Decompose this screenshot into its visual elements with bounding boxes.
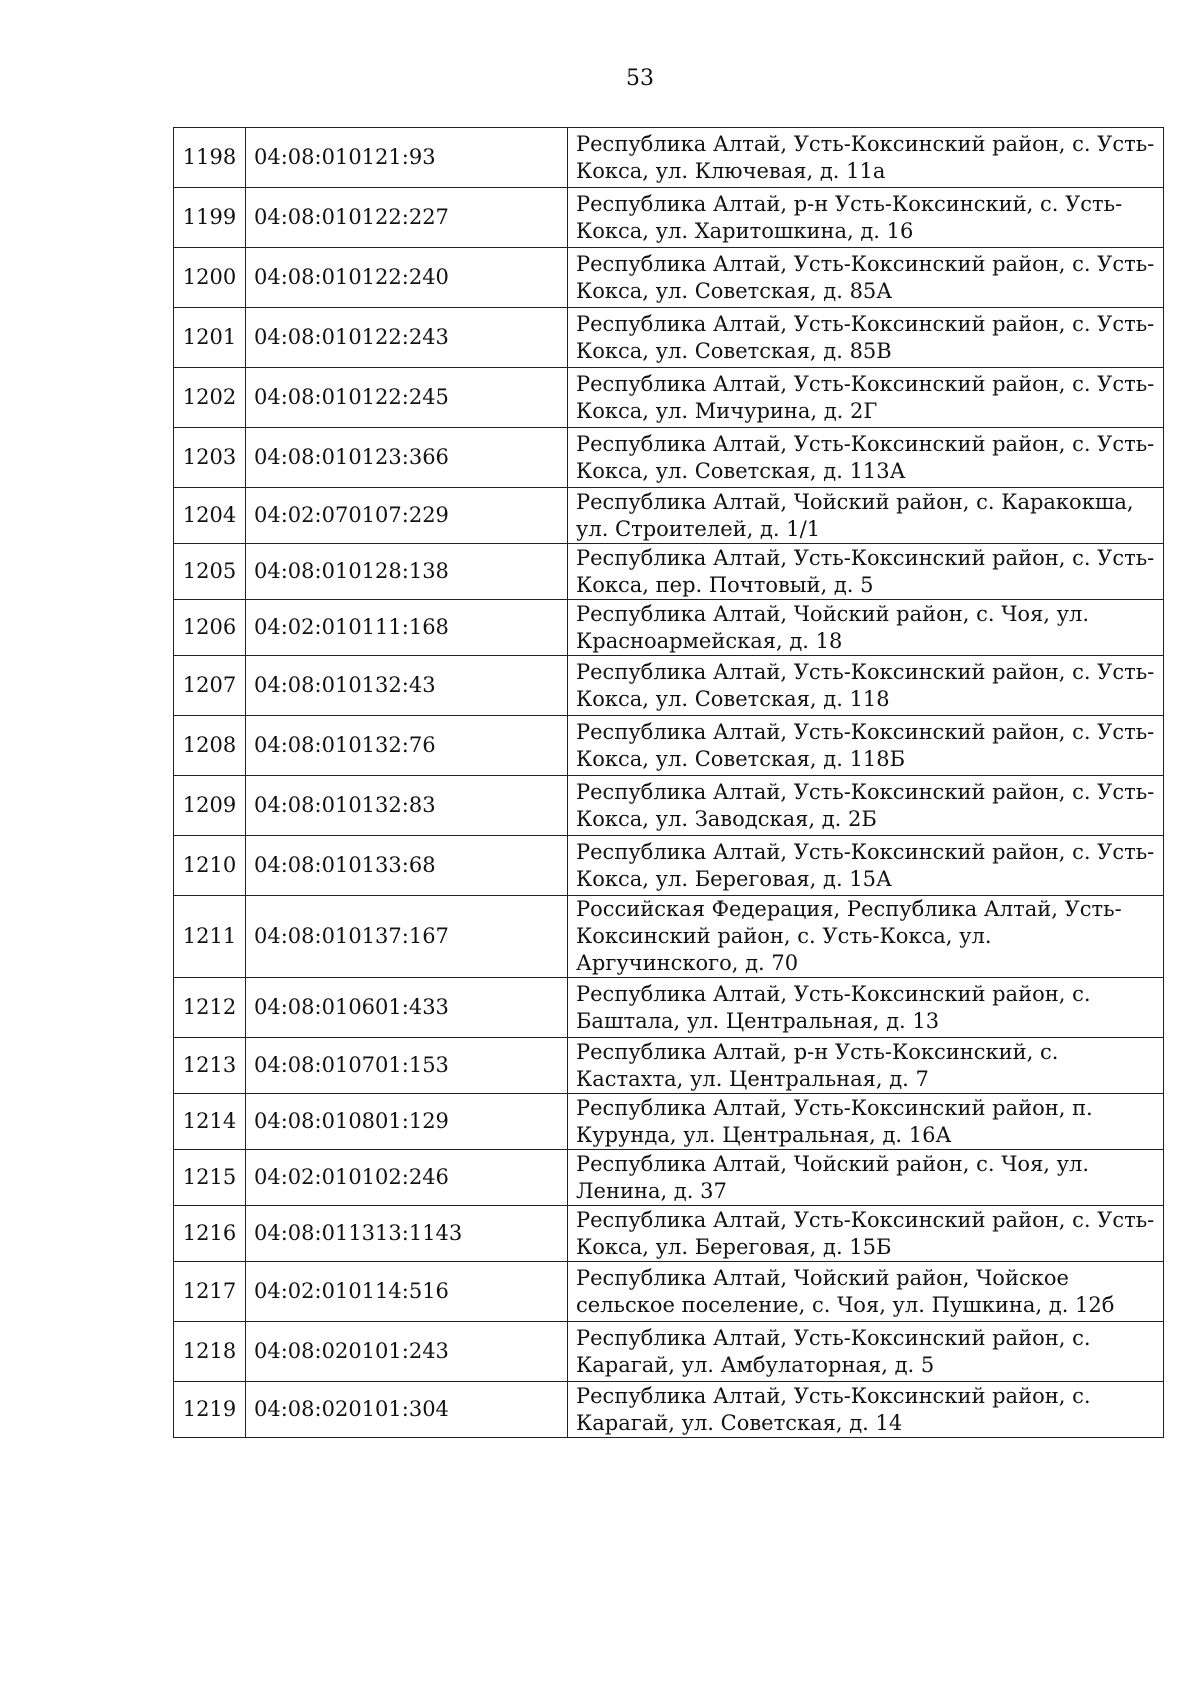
row-number-cell: 1216: [174, 1206, 246, 1262]
table-row: [174, 248, 1164, 308]
row-number-cell: 1211: [174, 896, 246, 978]
cadastral-number-cell: 04:08:010121:93: [246, 128, 568, 188]
cadastral-number-cell: 04:08:010122:240: [246, 248, 568, 308]
table-row: [174, 368, 1164, 428]
cadastral-number-cell: 04:08:010128:138: [246, 544, 568, 600]
address-cell: Республика Алтай, Усть-Коксинский район, с. Усть-Кокса, пер. Почтовый, д. 5: [568, 544, 1164, 600]
row-number-cell: 1219: [174, 1382, 246, 1438]
row-number-cell: 1209: [174, 776, 246, 836]
table-row: [174, 544, 1164, 600]
cadastral-number-cell: 04:08:010122:227: [246, 188, 568, 248]
table-row: [174, 978, 1164, 1038]
address-cell: Республика Алтай, Усть-Коксинский район, с. Карагай, ул. Советская, д. 14: [568, 1382, 1164, 1438]
table-row: [174, 716, 1164, 776]
cadastral-number-cell: 04:08:010132:43: [246, 656, 568, 716]
page-number: 53: [626, 66, 654, 91]
row-number-cell: 1208: [174, 716, 246, 776]
row-number-cell: 1215: [174, 1150, 246, 1206]
table-row: [174, 1382, 1164, 1438]
row-number-cell: 1201: [174, 308, 246, 368]
cadastral-number-cell: 04:08:020101:243: [246, 1322, 568, 1382]
address-cell: Республика Алтай, Усть-Коксинский район, п. Курунда, ул. Центральная, д. 16А: [568, 1094, 1164, 1150]
cadastral-number-cell: 04:08:010601:433: [246, 978, 568, 1038]
property-table: [173, 127, 1164, 1438]
row-number-cell: 1210: [174, 836, 246, 896]
table-row: [174, 1094, 1164, 1150]
cadastral-number-cell: 04:08:010137:167: [246, 896, 568, 978]
table-row: [174, 1150, 1164, 1206]
address-cell: Республика Алтай, Усть-Коксинский район, с. Усть-Кокса, ул. Береговая, д. 15Б: [568, 1206, 1164, 1262]
cadastral-number-cell: 04:02:010114:516: [246, 1262, 568, 1322]
row-number-cell: 1204: [174, 488, 246, 544]
table-row: [174, 836, 1164, 896]
address-cell: Республика Алтай, Усть-Коксинский район, с. Усть-Кокса, ул. Заводская, д. 2Б: [568, 776, 1164, 836]
table-row: [174, 656, 1164, 716]
cadastral-number-cell: 04:02:010102:246: [246, 1150, 568, 1206]
row-number-cell: 1217: [174, 1262, 246, 1322]
address-cell: Республика Алтай, Усть-Коксинский район, с. Усть-Кокса, ул. Советская, д. 113А: [568, 428, 1164, 488]
cadastral-number-cell: 04:08:010801:129: [246, 1094, 568, 1150]
row-number-cell: 1214: [174, 1094, 246, 1150]
row-number-cell: 1207: [174, 656, 246, 716]
table-row: [174, 128, 1164, 188]
table-row: [174, 600, 1164, 656]
row-number-cell: 1218: [174, 1322, 246, 1382]
address-cell: Республика Алтай, Усть-Коксинский район, с. Усть-Кокса, ул. Советская, д. 85В: [568, 308, 1164, 368]
cadastral-number-cell: 04:02:010111:168: [246, 600, 568, 656]
address-cell: Республика Алтай, Усть-Коксинский район, с. Усть-Кокса, ул. Советская, д. 118: [568, 656, 1164, 716]
row-number-cell: 1203: [174, 428, 246, 488]
table-row: [174, 1206, 1164, 1262]
row-number-cell: 1199: [174, 188, 246, 248]
row-number-cell: 1212: [174, 978, 246, 1038]
cadastral-number-cell: 04:02:070107:229: [246, 488, 568, 544]
address-cell: Республика Алтай, р-н Усть-Коксинский, с. Усть-Кокса, ул. Харитошкина, д. 16: [568, 188, 1164, 248]
table-row: [174, 428, 1164, 488]
row-number-cell: 1202: [174, 368, 246, 428]
cadastral-number-cell: 04:08:010133:68: [246, 836, 568, 896]
address-cell: Республика Алтай, Чойский район, Чойское сельское поселение, с. Чоя, ул. Пушкина, д. 12б: [568, 1262, 1164, 1322]
address-cell: Республика Алтай, Усть-Коксинский район, с. Усть-Кокса, ул. Мичурина, д. 2Г: [568, 368, 1164, 428]
cadastral-number-cell: 04:08:010123:366: [246, 428, 568, 488]
cadastral-number-cell: 04:08:010122:243: [246, 308, 568, 368]
row-number-cell: 1206: [174, 600, 246, 656]
address-cell: Республика Алтай, Чойский район, с. Чоя, ул. Ленина, д. 37: [568, 1150, 1164, 1206]
cadastral-number-cell: 04:08:010701:153: [246, 1038, 568, 1094]
address-cell: Республика Алтай, Усть-Коксинский район, с. Усть-Кокса, ул. Береговая, д. 15А: [568, 836, 1164, 896]
cadastral-number-cell: 04:08:010132:83: [246, 776, 568, 836]
table-row: [174, 776, 1164, 836]
cadastral-number-cell: 04:08:010132:76: [246, 716, 568, 776]
address-cell: Республика Алтай, Чойский район, с. Чоя, ул. Красноармейская, д. 18: [568, 600, 1164, 656]
address-cell: Республика Алтай, р-н Усть-Коксинский, с. Кастахта, ул. Центральная, д. 7: [568, 1038, 1164, 1094]
table-row: [174, 1322, 1164, 1382]
address-cell: Республика Алтай, Усть-Коксинский район, с. Карагай, ул. Амбулаторная, д. 5: [568, 1322, 1164, 1382]
address-cell: Республика Алтай, Чойский район, с. Каракокша, ул. Строителей, д. 1/1: [568, 488, 1164, 544]
address-cell: Республика Алтай, Усть-Коксинский район, с. Усть-Кокса, ул. Ключевая, д. 11а: [568, 128, 1164, 188]
address-cell: Республика Алтай, Усть-Коксинский район, с. Усть-Кокса, ул. Советская, д. 118Б: [568, 716, 1164, 776]
cadastral-number-cell: 04:08:010122:245: [246, 368, 568, 428]
table-row: [174, 308, 1164, 368]
table-row: [174, 188, 1164, 248]
address-cell: Республика Алтай, Усть-Коксинский район, с. Усть-Кокса, ул. Советская, д. 85А: [568, 248, 1164, 308]
table-body: [174, 128, 1164, 1438]
row-number-cell: 1213: [174, 1038, 246, 1094]
row-number-cell: 1200: [174, 248, 246, 308]
table-row: [174, 896, 1164, 978]
table-row: [174, 1038, 1164, 1094]
cadastral-number-cell: 04:08:011313:1143: [246, 1206, 568, 1262]
row-number-cell: 1205: [174, 544, 246, 600]
table-row: [174, 488, 1164, 544]
address-cell: Российская Федерация, Республика Алтай, Усть-Коксинский район, с. Усть-Кокса, ул. Аргучинского, д. 70: [568, 896, 1164, 978]
address-cell: Республика Алтай, Усть-Коксинский район, с. Баштала, ул. Центральная, д. 13: [568, 978, 1164, 1038]
row-number-cell: 1198: [174, 128, 246, 188]
table-row: [174, 1262, 1164, 1322]
cadastral-number-cell: 04:08:020101:304: [246, 1382, 568, 1438]
